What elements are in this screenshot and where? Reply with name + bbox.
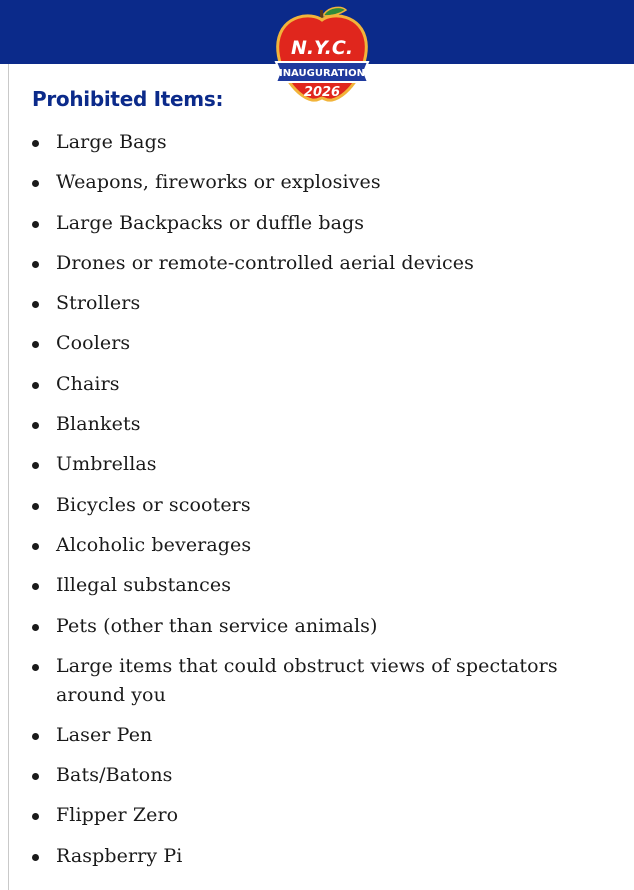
list-item-text: Strollers (56, 292, 141, 315)
list-item (0, 801, 634, 841)
list-item (0, 370, 634, 410)
list-item (0, 128, 634, 168)
list-item-text: Large Backpacks or duffle bags (56, 211, 365, 234)
list-item-text: Bats/Batons (56, 764, 173, 787)
logo-year-text: 2026 (303, 85, 341, 100)
bullet-icon (32, 503, 39, 510)
list-item-text: Alcoholic beverages (56, 533, 252, 556)
bullet-icon (32, 422, 39, 429)
bullet-icon (32, 140, 39, 147)
bullet-icon (32, 462, 39, 469)
list-item-text: Large items that could obstruct views of spectators around you (56, 654, 558, 706)
list-item (0, 531, 634, 571)
bullet-icon (32, 583, 39, 590)
prohibited-items-heading: Prohibited Items: (32, 87, 224, 111)
list-item-text: Pets (other than service animals) (56, 614, 378, 637)
bullet-icon (32, 341, 39, 348)
bullet-icon (32, 773, 39, 780)
list-item (0, 289, 634, 329)
bullet-icon (32, 624, 39, 631)
list-item (0, 571, 634, 611)
list-item (0, 410, 634, 450)
list-item (0, 842, 634, 882)
logo-nyc-text: N.Y.C. (290, 37, 354, 59)
list-item-text: Chairs (56, 372, 120, 395)
list-item (0, 209, 634, 249)
logo-inauguration-text: INAUGURATION (278, 68, 366, 79)
bullet-icon (32, 382, 39, 389)
list-item (0, 450, 634, 490)
list-item-text: Coolers (56, 332, 131, 355)
list-item (0, 721, 634, 761)
bullet-icon (32, 664, 39, 671)
prohibited-items-list (0, 128, 634, 882)
list-item-text: Weapons, fireworks or explosives (56, 171, 381, 194)
bullet-icon (32, 301, 39, 308)
list-item (0, 652, 634, 721)
list-item (0, 491, 634, 531)
bullet-icon (32, 180, 39, 187)
bullet-icon (32, 854, 39, 861)
bullet-icon (32, 221, 39, 228)
list-item-text: Laser Pen (56, 723, 153, 746)
list-item-text: Umbrellas (56, 453, 157, 476)
list-item-text: Blankets (56, 413, 141, 436)
list-item-text: Illegal substances (56, 574, 232, 597)
bullet-icon (32, 813, 39, 820)
list-item-text: Bicycles or scooters (56, 493, 251, 516)
list-item-text: Large Bags (56, 131, 167, 153)
list-item-text: Flipper Zero (56, 804, 179, 827)
list-item-text: Raspberry Pi (56, 844, 183, 867)
bullet-icon (32, 543, 39, 550)
list-item (0, 168, 634, 208)
list-item (0, 329, 634, 369)
list-item (0, 249, 634, 289)
list-item (0, 761, 634, 801)
nyc-inauguration-logo (272, 4, 372, 106)
bullet-icon (32, 733, 39, 740)
bullet-icon (32, 261, 39, 268)
list-item (0, 612, 634, 652)
list-item-text: Drones or remote-controlled aerial devices (56, 251, 474, 274)
